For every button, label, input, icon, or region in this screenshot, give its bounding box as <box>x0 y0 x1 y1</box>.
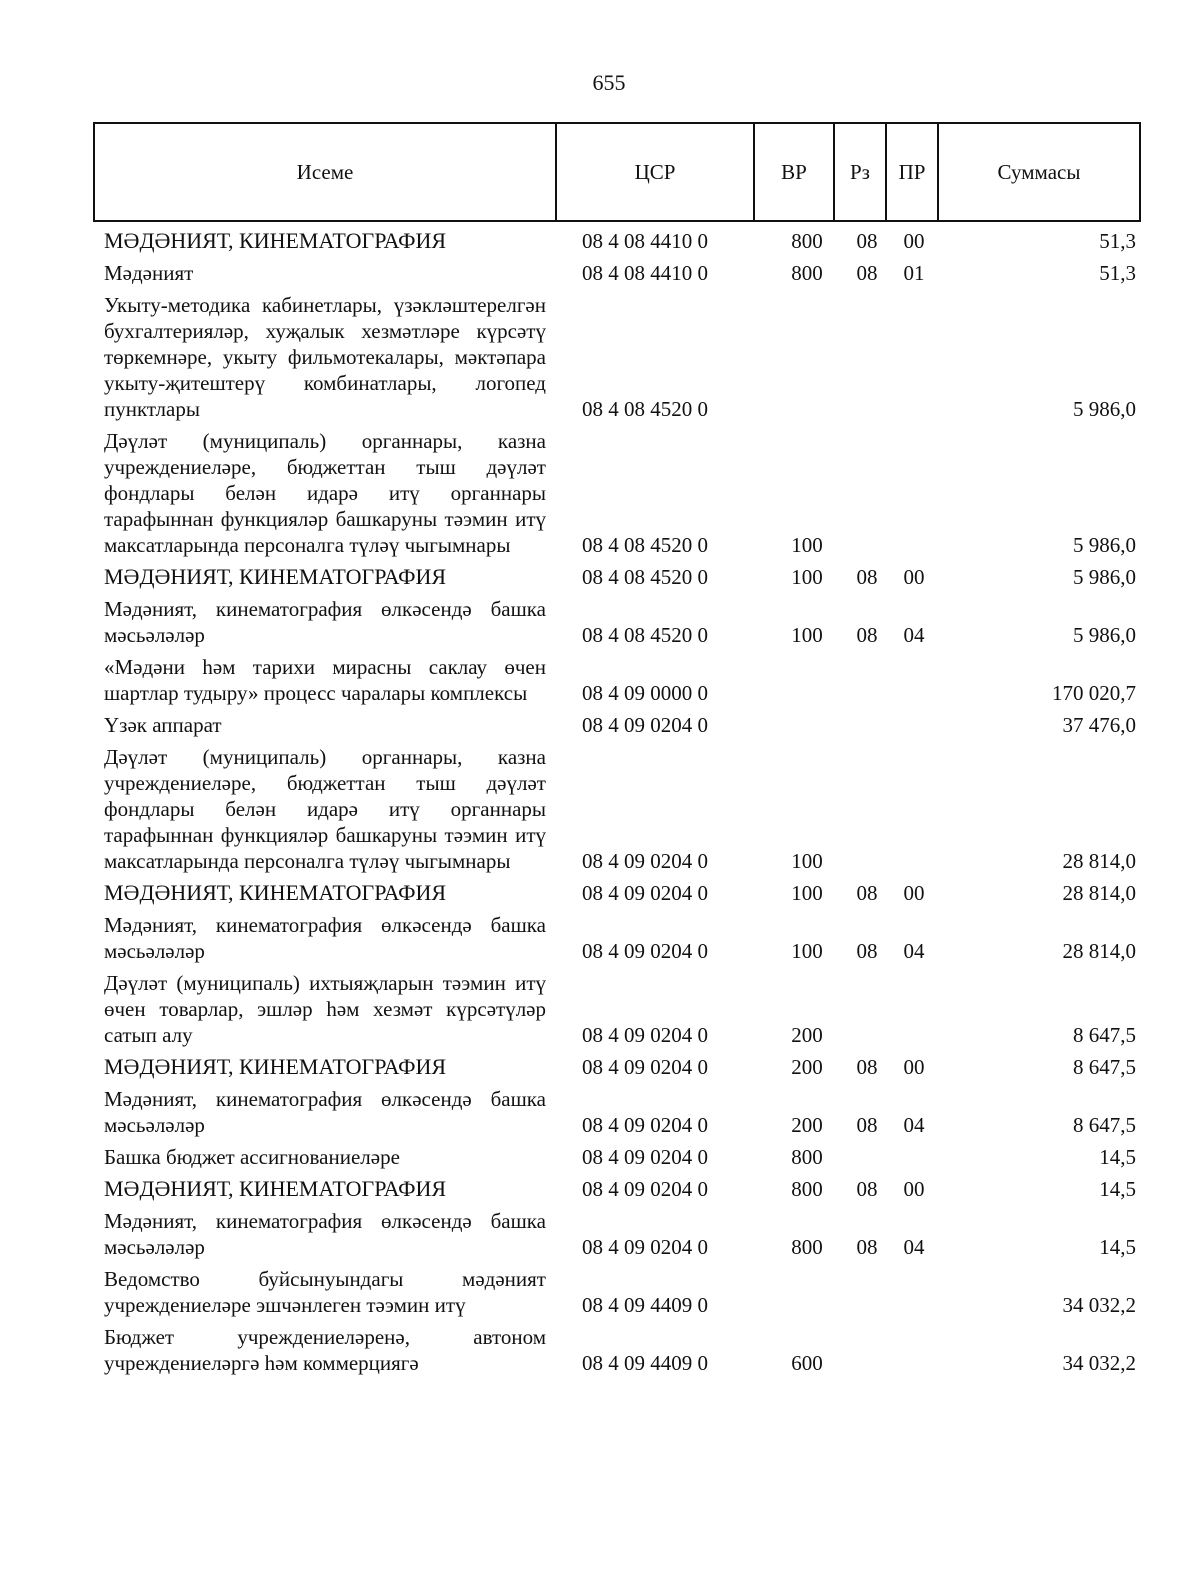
row-csr: 08 4 09 0204 0 <box>582 713 708 737</box>
row-pr: 00 <box>903 881 925 905</box>
row-csr: 08 4 09 0204 0 <box>582 1235 708 1259</box>
header-sum: Суммасы <box>938 123 1140 221</box>
row-sum: 34 032,2 <box>1062 1351 1136 1375</box>
table-row <box>0 1144 1200 1170</box>
table-row <box>0 564 1200 590</box>
row-sum: 5 986,0 <box>1073 397 1136 421</box>
table-row <box>0 654 1200 706</box>
table-row <box>0 912 1200 964</box>
row-rz: 08 <box>856 1177 878 1201</box>
row-vr: 600 <box>791 1351 823 1375</box>
row-name: МӘДӘНИЯТ, КИНЕМАТОГРАФИЯ <box>104 880 447 905</box>
table-row <box>0 292 1200 422</box>
header-vr: ВР <box>754 123 834 221</box>
row-csr: 08 4 09 4409 0 <box>582 1293 708 1317</box>
row-csr: 08 4 09 0204 0 <box>582 1177 708 1201</box>
row-csr: 08 4 08 4520 0 <box>582 533 708 557</box>
row-vr: 800 <box>791 1145 823 1169</box>
row-sum: 14,5 <box>1099 1145 1136 1169</box>
table-row <box>0 596 1200 648</box>
table-row <box>0 880 1200 906</box>
row-sum: 8 647,5 <box>1073 1113 1136 1137</box>
header-csr: ЦСР <box>556 123 754 221</box>
row-csr: 08 4 09 0204 0 <box>582 1145 708 1169</box>
row-rz: 08 <box>856 565 878 589</box>
row-sum: 5 986,0 <box>1073 533 1136 557</box>
row-sum: 51,3 <box>1099 261 1136 285</box>
row-csr: 08 4 09 0204 0 <box>582 1023 708 1047</box>
row-name: Укыту-методика кабинетлары, үзәкләштерелгән бухгалтерияләр, хуҗалык хезмәтләре күрсәтү төркемнәре, укыту фильмотекалары, мәктәпара укыту-җитештерү комбинатлары, логопед пунктлары <box>104 293 546 421</box>
row-vr: 800 <box>791 261 823 285</box>
header-rz: Рз <box>834 123 886 221</box>
row-sum: 8 647,5 <box>1073 1055 1136 1079</box>
row-vr: 100 <box>791 939 823 963</box>
row-sum: 51,3 <box>1099 229 1136 253</box>
row-pr: 04 <box>903 1235 925 1259</box>
row-vr: 100 <box>791 881 823 905</box>
table-row <box>0 712 1200 738</box>
row-name: Бюджет учреждениеләренә, автоном учреждениеләргә һәм коммерциягә <box>104 1325 546 1375</box>
table-row <box>0 1324 1200 1376</box>
row-rz: 08 <box>856 1113 878 1137</box>
row-name: Мәдәният <box>104 261 194 285</box>
row-sum: 170 020,7 <box>1052 681 1136 705</box>
row-rz: 08 <box>856 939 878 963</box>
row-rz: 08 <box>856 1235 878 1259</box>
row-csr: 08 4 08 4520 0 <box>582 623 708 647</box>
table-row <box>0 1086 1200 1138</box>
row-vr: 100 <box>791 565 823 589</box>
row-name: Башка бюджет ассигнованиеләре <box>104 1145 400 1169</box>
row-pr: 00 <box>903 1055 925 1079</box>
row-vr: 800 <box>791 1235 823 1259</box>
table-row <box>0 1176 1200 1202</box>
table-row <box>0 260 1200 286</box>
row-rz: 08 <box>856 1055 878 1079</box>
row-rz: 08 <box>856 623 878 647</box>
row-sum: 28 814,0 <box>1062 939 1136 963</box>
row-name: Дәүләт (муниципаль) органнары, казна учреждениеләре, бюджеттан тыш дәүләт фондлары белән идарә итү органнары тарафыннан функцияләр башкаруны тәэмин итү максатларында персоналга түләү чыгымнары <box>104 429 546 557</box>
row-name: Мәдәният, кинематография өлкәсендә башка мәсьәләләр <box>104 913 546 963</box>
row-name: Үзәк аппарат <box>104 713 222 737</box>
row-pr: 04 <box>903 623 925 647</box>
row-name: Дәүләт (муниципаль) ихтыяҗларын тәэмин итү өчен товарлар, эшләр һәм хезмәт күрсәтүләр сатып алу <box>104 971 546 1047</box>
row-name: Дәүләт (муниципаль) органнары, казна учреждениеләре, бюджеттан тыш дәүләт фондлары белән идарә итү органнары тарафыннан функцияләр башкаруны тәэмин итү максатларында персоналга түләү чыгымнары <box>104 745 546 873</box>
row-csr: 08 4 09 0204 0 <box>582 849 708 873</box>
header-name: Исеме <box>94 123 556 221</box>
table-row <box>0 970 1200 1048</box>
row-csr: 08 4 08 4410 0 <box>582 261 708 285</box>
row-vr: 100 <box>791 533 823 557</box>
row-vr: 200 <box>791 1055 823 1079</box>
row-vr: 200 <box>791 1113 823 1137</box>
row-name: Мәдәният, кинематография өлкәсендә башка мәсьәләләр <box>104 1209 546 1259</box>
row-sum: 14,5 <box>1099 1235 1136 1259</box>
row-csr: 08 4 08 4410 0 <box>582 229 708 253</box>
row-sum: 14,5 <box>1099 1177 1136 1201</box>
row-sum: 5 986,0 <box>1073 623 1136 647</box>
row-vr: 200 <box>791 1023 823 1047</box>
row-csr: 08 4 09 0204 0 <box>582 939 708 963</box>
row-sum: 8 647,5 <box>1073 1023 1136 1047</box>
row-name: МӘДӘНИЯТ, КИНЕМАТОГРАФИЯ <box>104 564 447 589</box>
row-rz: 08 <box>856 229 878 253</box>
row-csr: 08 4 08 4520 0 <box>582 397 708 421</box>
row-csr: 08 4 09 0204 0 <box>582 881 708 905</box>
page-number: 655 <box>592 70 626 95</box>
table-row <box>0 428 1200 558</box>
table-row <box>0 228 1200 254</box>
row-name: Мәдәният, кинематография өлкәсендә башка мәсьәләләр <box>104 597 546 647</box>
row-vr: 800 <box>791 1177 823 1201</box>
row-rz: 08 <box>856 881 878 905</box>
row-sum: 37 476,0 <box>1062 713 1136 737</box>
row-name: «Мәдәни һәм тарихи мирасны саклау өчен шартлар тудыру» процесс чаралары комплексы <box>104 655 546 705</box>
row-pr: 00 <box>903 229 925 253</box>
table-row <box>0 1054 1200 1080</box>
row-sum: 28 814,0 <box>1062 849 1136 873</box>
row-pr: 01 <box>903 261 925 285</box>
table-body <box>0 228 1200 1382</box>
row-name: МӘДӘНИЯТ, КИНЕМАТОГРАФИЯ <box>104 1054 447 1079</box>
row-csr: 08 4 09 4409 0 <box>582 1351 708 1375</box>
row-csr: 08 4 09 0000 0 <box>582 681 708 705</box>
row-vr: 100 <box>791 849 823 873</box>
row-sum: 28 814,0 <box>1062 881 1136 905</box>
row-sum: 5 986,0 <box>1073 565 1136 589</box>
row-pr: 00 <box>903 1177 925 1201</box>
header-pr: ПР <box>886 123 938 221</box>
row-pr: 00 <box>903 565 925 589</box>
header-row <box>94 123 1140 221</box>
row-pr: 04 <box>903 939 925 963</box>
row-vr: 100 <box>791 623 823 647</box>
row-name: Ведомство буйсынуындагы мәдәният учреждениеләре эшчәнлеген тәэмин итү <box>104 1267 546 1317</box>
row-name: Мәдәният, кинематография өлкәсендә башка мәсьәләләр <box>104 1087 546 1137</box>
table-header <box>93 122 1141 222</box>
table-row <box>0 1266 1200 1318</box>
row-name: МӘДӘНИЯТ, КИНЕМАТОГРАФИЯ <box>104 1176 447 1201</box>
row-name: МӘДӘНИЯТ, КИНЕМАТОГРАФИЯ <box>104 228 447 253</box>
row-vr: 800 <box>791 229 823 253</box>
row-pr: 04 <box>903 1113 925 1137</box>
row-csr: 08 4 09 0204 0 <box>582 1113 708 1137</box>
table-row <box>0 744 1200 874</box>
row-sum: 34 032,2 <box>1062 1293 1136 1317</box>
row-csr: 08 4 08 4520 0 <box>582 565 708 589</box>
row-csr: 08 4 09 0204 0 <box>582 1055 708 1079</box>
row-rz: 08 <box>856 261 878 285</box>
table-row <box>0 1208 1200 1260</box>
